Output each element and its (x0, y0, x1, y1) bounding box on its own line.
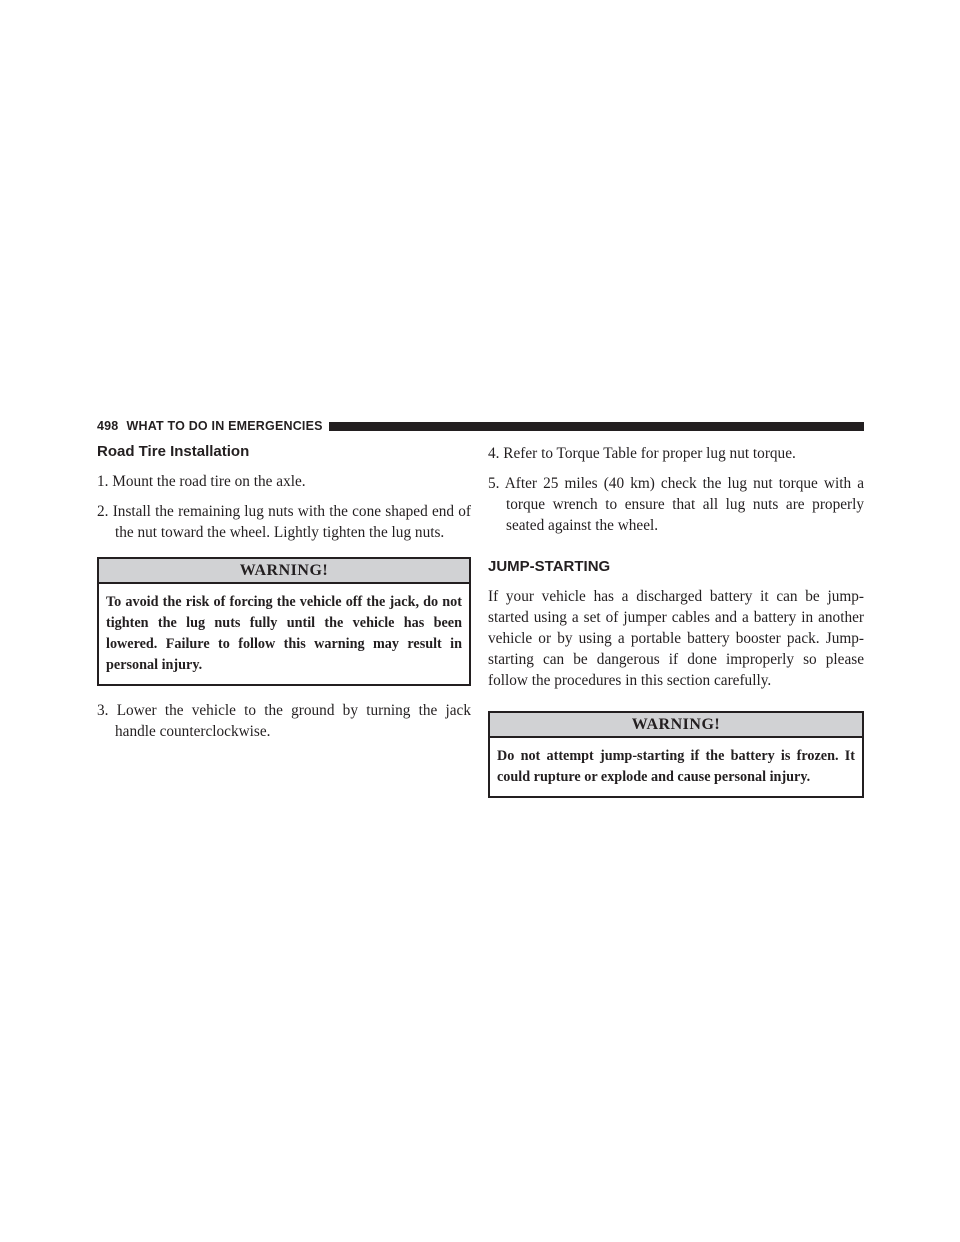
left-column (97, 443, 471, 751)
header-rule (329, 422, 864, 431)
step-1: 1. Mount the road tire on the axle. (97, 473, 306, 490)
page-header (97, 419, 864, 433)
page-number: 498 (97, 419, 119, 433)
jump-starting-heading: JUMP-STARTING (488, 558, 611, 575)
section-title: WHAT TO DO IN EMERGENCIES (126, 419, 323, 433)
warning-text: To avoid the risk of forcing the vehicle off the jack, do not tighten the lug nuts fully until the vehicle has been lowered. Failure to follow this warning may result in personal injury. (106, 594, 462, 673)
step-2: 2. Install the remaining lug nuts with the cone shaped end of the nut toward the wheel. Lightly tighten the lug nuts. (97, 503, 471, 541)
step-4: 4. Refer to Torque Table for proper lug nut torque. (488, 445, 796, 462)
step-3: 3. Lower the vehicle to the ground by turning the jack handle counterclockwise. (97, 702, 471, 740)
step-5: 5. After 25 miles (40 km) check the lug nut torque with a torque wrench to ensure that all lug nuts are properly seated against the wheel. (488, 475, 864, 534)
warning-text: Do not attempt jump-starting if the battery is frozen. It could rupture or explode and cause personal injury. (497, 748, 855, 785)
warning-box-frozen-battery (488, 711, 864, 798)
jump-starting-paragraph: If your vehicle has a discharged battery it can be jump-started using a set of jumper cables and a battery in another vehicle or by using a portable battery booster pack. Jump-starting can be dangerous if done improperly so please follow the procedures in this section carefully. (488, 588, 864, 689)
warning-title: WARNING! (490, 713, 862, 738)
road-tire-installation-heading: Road Tire Installation (97, 443, 250, 460)
right-column (488, 443, 864, 812)
warning-box-lug-nuts (97, 557, 471, 686)
warning-title: WARNING! (99, 559, 469, 584)
